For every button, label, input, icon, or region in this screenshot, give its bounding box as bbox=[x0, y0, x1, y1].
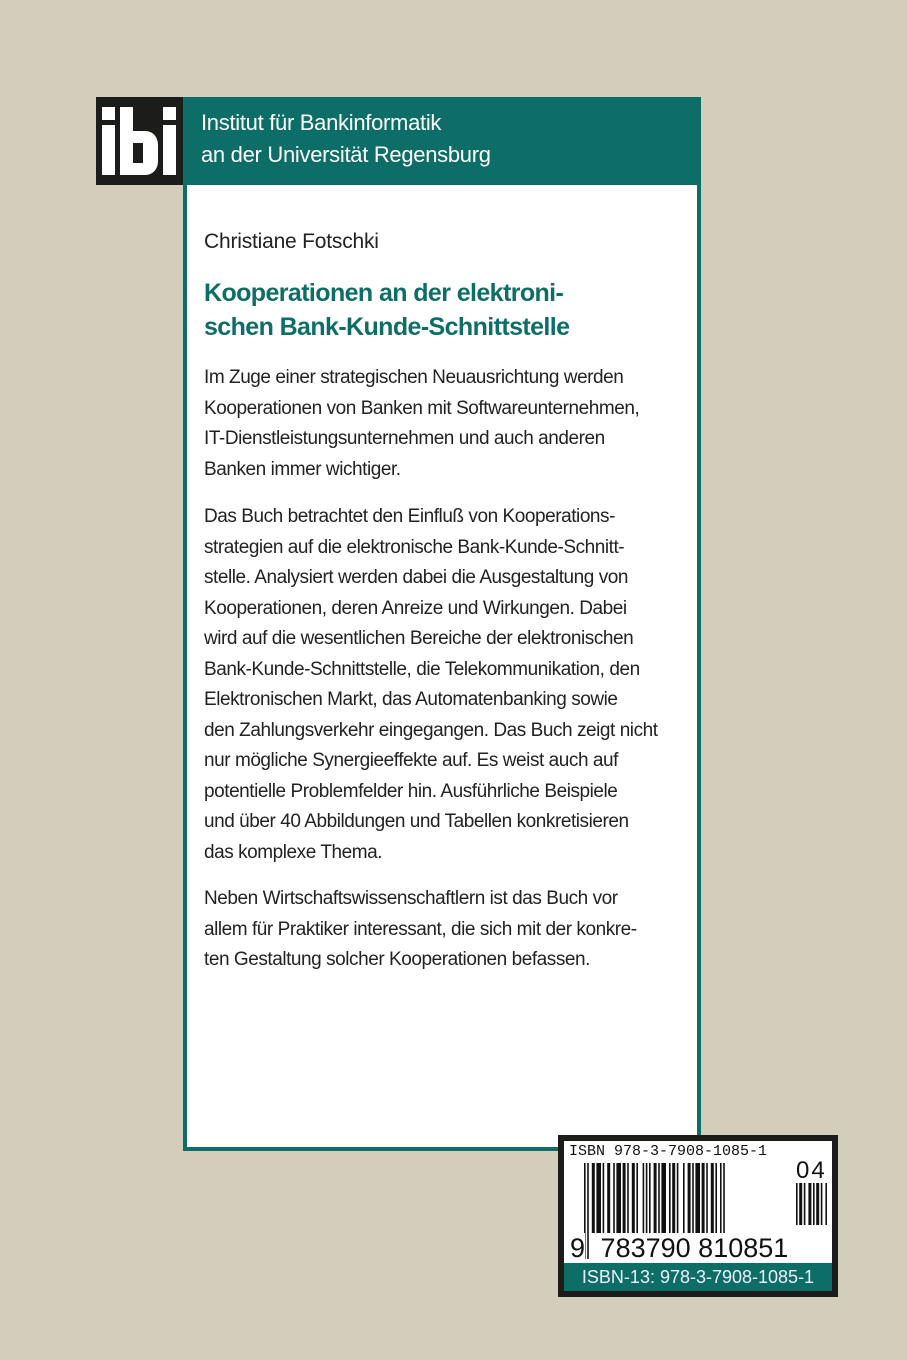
isbn-barcode bbox=[558, 1135, 838, 1297]
barcode-bar bbox=[643, 1163, 645, 1233]
text-line: Das Buch betrachtet den Einfluß von Kooperations- bbox=[204, 506, 615, 527]
barcode-bar bbox=[669, 1163, 671, 1233]
text-line: das komplexe Thema. bbox=[204, 841, 383, 863]
barcode-bar bbox=[804, 1183, 806, 1225]
text-line: den Zahlungsverkehr eingegangen. Das Buch zeigt nicht bbox=[204, 719, 658, 741]
text-line: Im Zuge einer strategischen Neuausrichtung werden bbox=[204, 367, 624, 388]
barcode-bar bbox=[796, 1183, 798, 1225]
book-title bbox=[204, 276, 569, 344]
barcode-bar bbox=[658, 1163, 660, 1233]
institute-name-line1: Institut für Bankinformatik bbox=[201, 110, 442, 135]
book-title-line: Kooperationen an der elektroni- bbox=[204, 279, 564, 307]
addon-barcode-bars bbox=[796, 1183, 830, 1251]
paragraph-3 bbox=[204, 884, 637, 976]
ibi-logo bbox=[96, 97, 183, 185]
text-line: nur mögliche Synergieeffekte auf. Es weist auch auf bbox=[204, 750, 618, 771]
text-line: IT-Dienstleistungsunternehmen und auch anderen bbox=[204, 428, 605, 449]
barcode-bar bbox=[646, 1163, 648, 1233]
text-line: ten Gestaltung solcher Kooperationen befassen. bbox=[204, 949, 590, 970]
book-title-line: schen Bank-Kunde-Schnittstelle bbox=[204, 313, 570, 341]
text-line: wird auf die wesentlichen Bereiche der elektronischen bbox=[204, 628, 634, 649]
barcode-bar bbox=[715, 1163, 717, 1233]
barcode-bar bbox=[821, 1183, 823, 1225]
barcode-bar bbox=[808, 1183, 811, 1225]
barcode-bar bbox=[607, 1163, 610, 1233]
barcode-first-digit: 9 bbox=[570, 1233, 586, 1263]
barcode-bar bbox=[632, 1163, 635, 1233]
barcode-group-2: 810851 bbox=[698, 1233, 789, 1263]
text-line: potentielle Problemfelder hin. Ausführliche Beispiele bbox=[204, 780, 618, 802]
text-line: Bank-Kunde-Schnittstelle, die Telekommunikation, den bbox=[204, 658, 640, 680]
paragraph-1 bbox=[204, 363, 639, 485]
barcode-bar bbox=[816, 1183, 819, 1225]
barcode-bar bbox=[692, 1163, 694, 1233]
barcode-bar bbox=[706, 1163, 708, 1233]
barcode-bar bbox=[627, 1163, 629, 1233]
barcode-bar bbox=[592, 1163, 595, 1233]
barcode-bar bbox=[636, 1163, 638, 1233]
barcode-digits bbox=[570, 1233, 788, 1264]
text-line: strategien auf die elektronische Bank-Kunde-Schnitt- bbox=[204, 536, 625, 558]
text-line: und über 40 Abbildungen und Tabellen konkretisieren bbox=[204, 811, 629, 832]
barcode-bar bbox=[683, 1163, 685, 1233]
text-line: Elektronischen Markt, das Automatenbanking sowie bbox=[204, 689, 618, 710]
institute-name-line2: an der Universität Regensburg bbox=[201, 142, 491, 167]
barcode-label bbox=[564, 1141, 832, 1263]
barcode-bar bbox=[711, 1163, 714, 1233]
text-line: Neben Wirtschaftswissenschaftlern ist das Buch vor bbox=[204, 888, 618, 909]
isbn13-label: ISBN-13: 978-3-7908-1085-1 bbox=[564, 1263, 832, 1291]
text-line: Kooperationen von Banken mit Softwareunternehmen, bbox=[204, 397, 640, 419]
barcode-bar bbox=[661, 1163, 666, 1233]
barcode-group-1: 783790 bbox=[600, 1233, 691, 1263]
barcode-bar bbox=[825, 1183, 827, 1225]
institute-header bbox=[183, 97, 701, 185]
barcode-bar bbox=[702, 1163, 705, 1233]
barcode-bar bbox=[695, 1163, 700, 1233]
barcode-bar bbox=[613, 1163, 615, 1233]
barcode-bar bbox=[616, 1163, 621, 1233]
barcode-bar bbox=[672, 1163, 675, 1233]
text-line: Banken immer wichtiger. bbox=[204, 458, 401, 480]
isbn-top-text: ISBN 978-3-7908-1085-1 bbox=[569, 1143, 768, 1160]
text-line: Kooperationen, deren Anreize und Wirkungen. Dabei bbox=[204, 597, 627, 619]
text-line: allem für Praktiker interessant, die sich mit der konkre- bbox=[204, 918, 637, 940]
barcode-bar bbox=[623, 1163, 626, 1233]
barcode-bar bbox=[813, 1183, 815, 1225]
paragraph-2 bbox=[204, 502, 658, 868]
barcode-bar bbox=[603, 1163, 605, 1233]
text-line: stelle. Analysiert werden dabei die Ausgestaltung von bbox=[204, 567, 628, 588]
barcode-bar bbox=[677, 1163, 679, 1233]
author: Christiane Fotschki bbox=[204, 230, 379, 253]
ibi-logo-mark bbox=[102, 107, 178, 175]
barcode-bar bbox=[799, 1183, 802, 1225]
addon-digits: 04 bbox=[796, 1157, 827, 1184]
barcode-bar bbox=[688, 1163, 691, 1233]
barcode-bar bbox=[596, 1163, 601, 1233]
